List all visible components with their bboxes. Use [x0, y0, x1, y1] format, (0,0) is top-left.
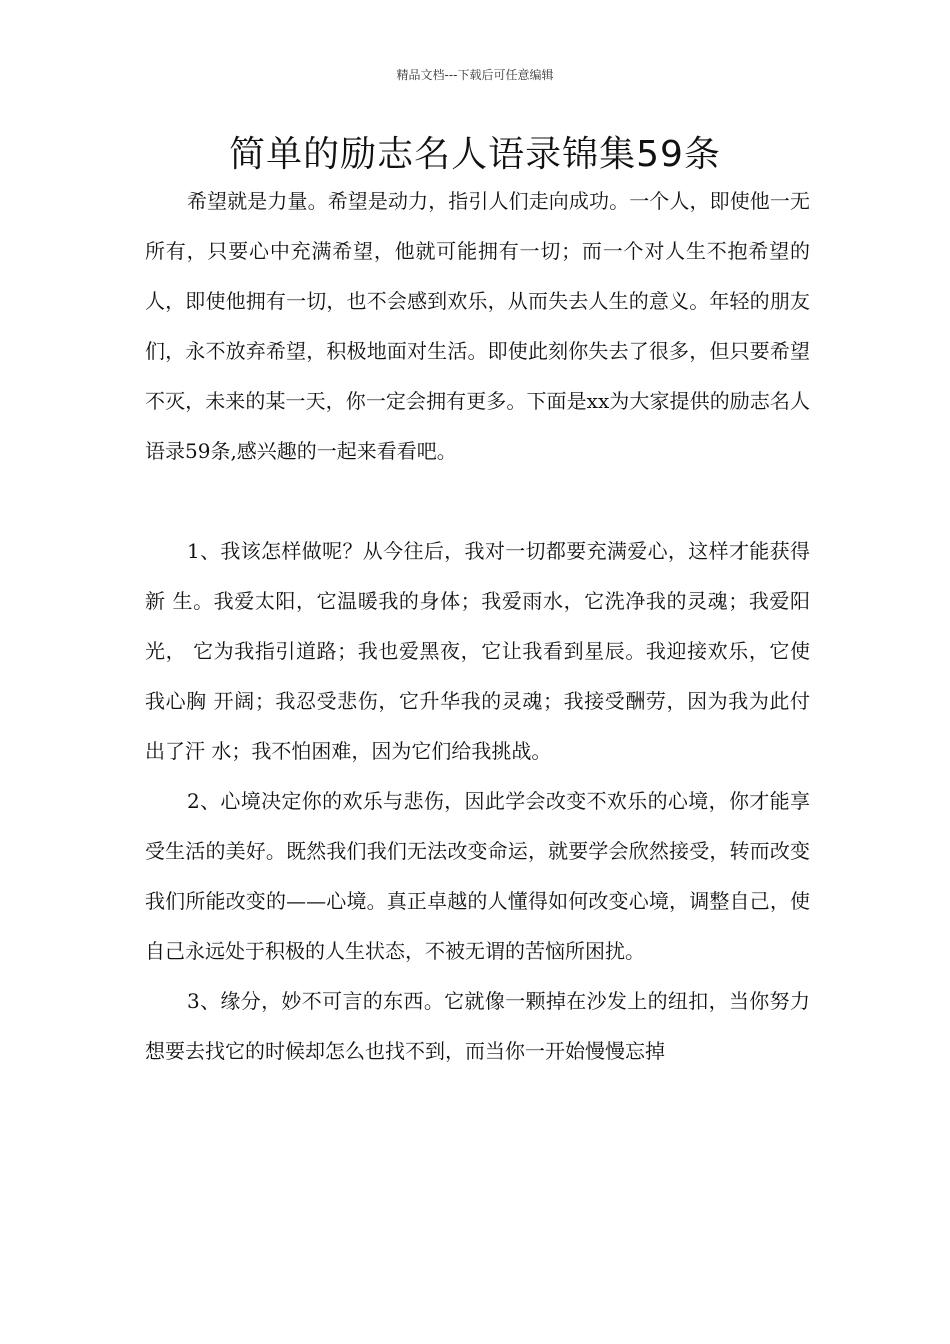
- intro-paragraph: 希望就是力量。希望是动力，指引人们走向成功。一个人，即使他一无所有，只要心中充满希望，他就可能拥有一切；而一个对人生不抱希望的人，即使他拥有一切，也不会感到欢乐，从而失去人生的意义。年轻的朋友们，永不放弃希望，积极地面对生活。即使此刻你失去了很多，但只要希望不灭，未来的某一天，你一定会拥有更多。下面是xx为大家提供的励志名人语录59条,感兴趣的一起来看看吧。: [145, 189, 810, 463]
- quote-paragraph-1: 1、我该怎样做呢？从今往后，我对一切都要充满爱心，这样才能获得新 生。我爱太阳，它温暖我的身体；我爱雨水，它洗净我的灵魂；我爱阳光， 它为我指引道路；我也爱黑夜，它让我看到星辰。我迎接欢乐，它使我心胸 开阔；我忍受悲伤，它升华我的灵魂；我接受酬劳，因为我为此付出了汗 水；我不怕困难，因为它们给我挑战。: [145, 539, 810, 763]
- document-title: 简单的励志名人语录锦集59条: [229, 134, 721, 175]
- quote-paragraph-2: 2、心境决定你的欢乐与悲伤，因此学会改变不欢乐的心境，你才能享受生活的美好。既然我们我们无法改变命运，就要学会欣然接受，转而改变我们所能改变的——心境。真正卓越的人懂得如何改变心境，调整自己，使自己永远处于积极的人生状态，不被无谓的苦恼所困扰。: [145, 789, 810, 963]
- quote-paragraph-3: 3、缘分，妙不可言的东西。它就像一颗掉在沙发上的纽扣，当你努力想要去找它的时候却怎么也找不到，而当你一开始慢慢忘掉: [145, 989, 810, 1063]
- header-note: 精品文档---下载后可任意编辑: [396, 68, 554, 82]
- document-body: [145, 176, 810, 1076]
- blank-line: [145, 476, 810, 526]
